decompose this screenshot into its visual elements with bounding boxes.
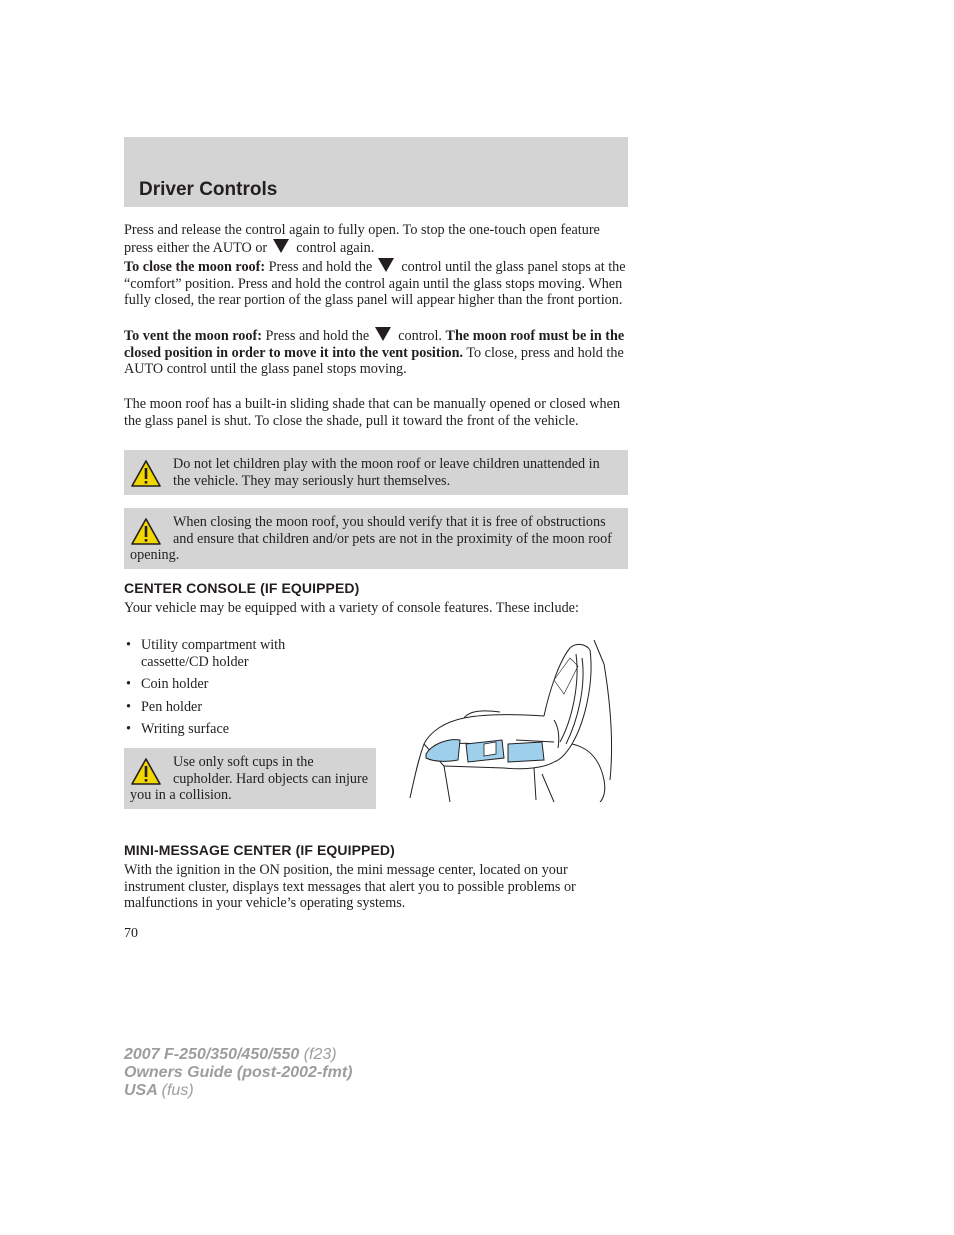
section-title: Driver Controls [139, 179, 278, 200]
footer-market: USA [124, 1082, 158, 1099]
warning-text: When closing the moon roof, you should verify that it is free of obstructions and ensure that children and/or pets are not in the proximity of the moon roof opening. [130, 514, 612, 563]
list-item: • Writing surface [124, 721, 384, 738]
vent-roof-text-b: control. [398, 328, 442, 344]
warning-triangle-icon [130, 459, 162, 489]
warning-text: Use only soft cups in the cupholder. Hard objects can injure you in a collision. [130, 754, 369, 803]
mini-message-heading: MINI-MESSAGE CENTER (IF EQUIPPED) [124, 842, 395, 858]
intro-text-a: Press and release the control again to fully open. To stop the one-touch open feature press either the AUTO or [124, 222, 600, 256]
vent-roof-paragraph [124, 327, 630, 378]
shade-paragraph [124, 396, 630, 429]
console-feature-list [124, 637, 384, 744]
close-roof-label: To close the moon roof: [124, 259, 266, 275]
footer-model: 2007 F-250/350/450/550 [124, 1046, 300, 1063]
footer-model-code: (f23) [303, 1046, 337, 1063]
warning-triangle-icon [130, 757, 162, 787]
center-console-illustration [404, 640, 614, 802]
document-footer [124, 1046, 352, 1100]
list-item: • Pen holder [124, 699, 384, 716]
footer-market-code: (fus) [161, 1082, 194, 1099]
down-arrow-icon [378, 258, 394, 272]
mini-message-text: With the ignition in the ON position, the mini message center, located on your instrument cluster, displays text messages that alert you to possible problems or malfunctions in your vehicle’s operating systems. [124, 862, 576, 911]
list-item: • Coin holder [124, 676, 384, 693]
warning-triangle-icon [130, 517, 162, 547]
vent-roof-bold-note: The moon roof must be in the closed position in order to move it into the vent position. [124, 328, 625, 361]
center-console-intro-text: Your vehicle may be equipped with a variety of console features. These include: [124, 600, 579, 616]
down-arrow-icon [273, 239, 289, 253]
center-console-intro [124, 600, 630, 617]
warning-box-cupholder [124, 748, 376, 809]
down-arrow-icon [375, 327, 391, 341]
warning-box-obstructions [124, 508, 628, 569]
close-roof-text-a: Press and hold the [268, 259, 373, 275]
footer-guide: Owners Guide (post-2002-fmt) [124, 1064, 353, 1081]
section-header-band [124, 137, 628, 207]
center-console-heading: CENTER CONSOLE (IF EQUIPPED) [124, 580, 360, 596]
close-roof-text-b: control until the glass panel stops at the “comfort” position. Press and hold the control again until the glass stops moving. When fully closed, the rear portion of the glass panel will appear higher than the front portion. [124, 259, 626, 308]
vent-roof-text-c: To close, press and hold the AUTO control until the glass panel stops moving. [124, 344, 624, 377]
page-number: 70 [124, 926, 138, 941]
vent-roof-text-a: Press and hold the [265, 328, 370, 344]
mini-message-paragraph [124, 862, 630, 912]
intro-text-b: control again. [296, 239, 375, 256]
warning-text: Do not let children play with the moon roof or leave children unattended in the vehicle. They may seriously hurt themselves. [173, 456, 600, 489]
shade-text: The moon roof has a built-in sliding shade that can be manually opened or closed when the glass panel is shut. To close the shade, pull it toward the front of the vehicle. [124, 396, 621, 429]
list-item: • Utility compartment with cassette/CD holder [124, 637, 321, 670]
intro-paragraph [124, 222, 630, 256]
vent-roof-label: To vent the moon roof: [124, 328, 262, 344]
close-roof-paragraph [124, 258, 630, 309]
warning-box-children [124, 450, 628, 495]
